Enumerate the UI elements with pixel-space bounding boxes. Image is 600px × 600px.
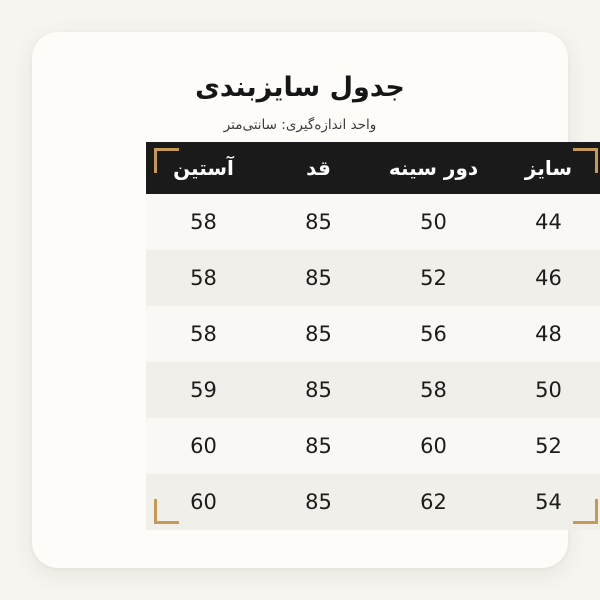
cell-size: 50 xyxy=(491,362,600,418)
cell-length: 85 xyxy=(261,362,376,418)
size-table-container xyxy=(146,142,600,530)
cell-size: 44 xyxy=(491,194,600,250)
column-header-size: سایز xyxy=(491,142,600,194)
cell-size: 52 xyxy=(491,418,600,474)
cell-sleeve: 59 xyxy=(146,362,261,418)
cell-chest: 62 xyxy=(376,474,491,530)
table-row xyxy=(146,194,600,250)
cell-sleeve: 60 xyxy=(146,418,261,474)
cell-size: 48 xyxy=(491,306,600,362)
size-chart-card xyxy=(32,32,573,568)
cell-chest: 58 xyxy=(376,362,491,418)
cell-size: 54 xyxy=(491,474,600,530)
table-body xyxy=(146,194,600,530)
cell-chest: 50 xyxy=(376,194,491,250)
table-row xyxy=(146,362,600,418)
card-header xyxy=(32,32,568,133)
column-header-sleeve: آستین xyxy=(146,142,261,194)
cell-chest: 56 xyxy=(376,306,491,362)
corner-bracket-bottom-left-icon xyxy=(154,499,179,524)
corner-bracket-top-right-icon xyxy=(573,148,598,173)
table-header-row xyxy=(146,142,600,194)
cell-chest: 52 xyxy=(376,250,491,306)
cell-size: 46 xyxy=(491,250,600,306)
cell-chest: 60 xyxy=(376,418,491,474)
cell-length: 85 xyxy=(261,194,376,250)
cell-length: 85 xyxy=(261,474,376,530)
table-row xyxy=(146,306,600,362)
table-row xyxy=(146,474,600,530)
cell-length: 85 xyxy=(261,250,376,306)
cell-sleeve: 60 xyxy=(146,474,261,530)
cell-length: 85 xyxy=(261,306,376,362)
cell-sleeve: 58 xyxy=(146,250,261,306)
corner-bracket-bottom-right-icon xyxy=(573,499,598,524)
cell-sleeve: 58 xyxy=(146,194,261,250)
column-header-length: قد xyxy=(261,142,376,194)
table-row xyxy=(146,250,600,306)
page-title: جدول سایزبندی xyxy=(195,72,405,103)
measurement-unit-note: واحد اندازه‌گیری: سانتی‌متر xyxy=(223,117,377,134)
size-table xyxy=(146,142,600,530)
corner-bracket-top-left-icon xyxy=(154,148,179,173)
table-row xyxy=(146,418,600,474)
column-header-chest: دور سینه xyxy=(376,142,491,194)
cell-length: 85 xyxy=(261,418,376,474)
cell-sleeve: 58 xyxy=(146,306,261,362)
